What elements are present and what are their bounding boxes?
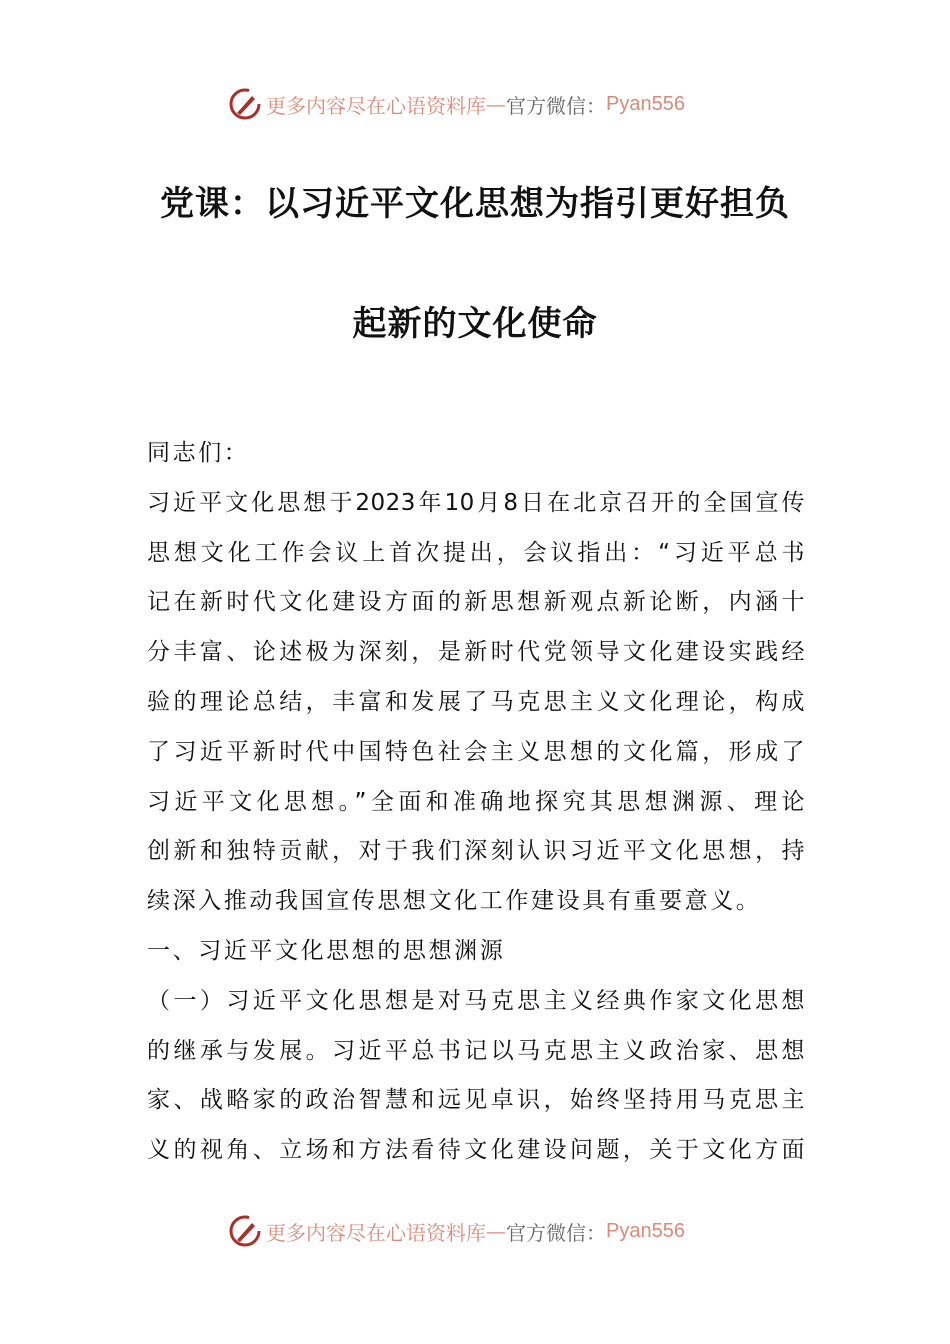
watermark-sep: —	[486, 1219, 506, 1243]
text-line: 记在新时代文化建设方面的新思想新观点新论断，内涵十	[147, 589, 805, 616]
watermark-label: 官方微信：	[506, 1220, 606, 1245]
header-watermark	[228, 86, 685, 122]
text-line: 验的理论总结，丰富和发展了马克思主义文化理论，构成	[147, 689, 805, 715]
title-line-1: 党课：以习近平文化思想为指引更好担负	[160, 184, 790, 224]
pen-logo-icon	[228, 1214, 262, 1248]
watermark-site: 更多内容尽在心语资料库	[266, 1220, 486, 1245]
text-line: 续深入推动我国宣传思想文化工作建设具有重要意义。	[147, 888, 762, 915]
watermark-account: Pyan556	[606, 92, 685, 115]
text-line: 习近平文化思想于2023年10月8日在北京召开的全国宣传	[147, 489, 805, 516]
text-line: 的继承与发展。习近平总书记以马克思主义政治家、思想	[147, 1037, 805, 1064]
text-line: 了习近平新时代中国特色社会主义思想的文化篇，形成了	[147, 738, 805, 765]
watermark-sep: —	[486, 92, 506, 116]
text-line: 一、习近平文化思想的思想渊源	[147, 938, 506, 964]
text-line: 习近平文化思想。”全面和准确地探究其思想渊源、理论	[147, 788, 805, 815]
footer-watermark	[228, 1213, 685, 1249]
watermark-label: 官方微信：	[506, 93, 606, 118]
title-line-2: 起新的文化使命	[352, 304, 598, 344]
pen-logo-icon	[228, 87, 262, 121]
text-line: 创新和独特贡献，对于我们深刻认识习近平文化思想，持	[147, 838, 805, 865]
watermark-account: Pyan556	[606, 1219, 685, 1242]
text-line: 义的视角、立场和方法看待文化建设问题，关于文化方面	[147, 1137, 805, 1164]
text-line: 思想文化工作会议上首次提出，会议指出：“习近平总书	[147, 539, 805, 566]
watermark-site: 更多内容尽在心语资料库	[266, 93, 486, 118]
text-line: 同志们：	[147, 440, 250, 466]
text-line: （一）习近平文化思想是对马克思主义经典作家文化思想	[147, 987, 805, 1014]
text-line: 家、战略家的政治智慧和远见卓识，始终坚持用马克思主	[147, 1087, 805, 1114]
text-line: 分丰富、论述极为深刻，是新时代党领导文化建设实践经	[147, 639, 805, 666]
